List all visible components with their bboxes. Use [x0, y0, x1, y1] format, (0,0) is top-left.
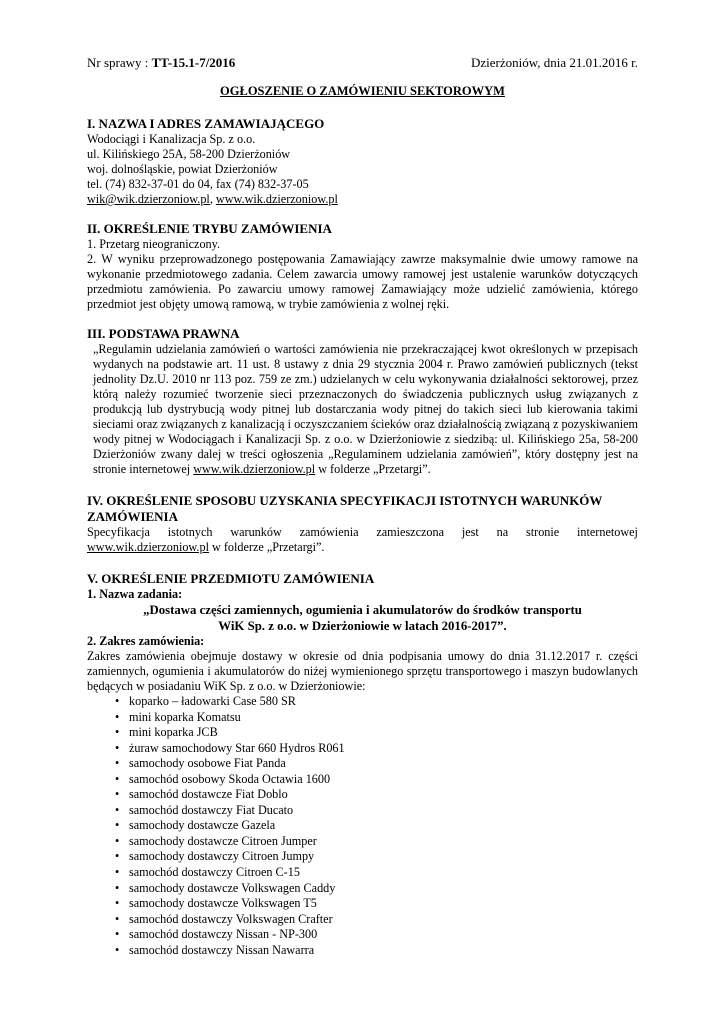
- specification-tail: w folderze „Przetargi”.: [208, 540, 325, 554]
- authority-street: ul. Kilińskiego 25A, 58-200 Dzierżoniów: [87, 147, 291, 161]
- list-item: [115, 818, 638, 834]
- authority-region: woj. dolnośląskie, powiat Dzierżoniów: [87, 162, 278, 176]
- spec-word: zamieszczona: [376, 525, 445, 539]
- case-number-line: [87, 55, 235, 71]
- place-date: Dzierżoniów, dnia 21.01.2016 r.: [470, 55, 638, 70]
- list-item: [115, 849, 638, 865]
- specification-line: [87, 525, 638, 540]
- bullet-icon: •: [115, 694, 120, 708]
- list-item-text: samochody dostawcze Citroen Jumper: [129, 833, 317, 848]
- legal-basis-text: [87, 342, 638, 477]
- bullet-icon: •: [115, 942, 120, 957]
- specification-link-line: [87, 540, 638, 555]
- website-link[interactable]: www.wik.dzierzoniow.pl: [215, 192, 338, 206]
- list-item: [115, 803, 638, 819]
- list-item-text: samochody dostawcze Gazela: [129, 818, 276, 833]
- list-item-text: samochód dostawczy Volkswagen Crafter: [129, 911, 333, 926]
- bullet-icon: •: [115, 865, 120, 880]
- list-item-text: samochód dostawczy Fiat Ducato: [129, 802, 294, 817]
- list-item: [115, 896, 638, 912]
- document-content: [87, 55, 638, 958]
- list-item-text: żuraw samochodowy Star 660 Hydros R061: [129, 740, 345, 755]
- list-item: [115, 787, 638, 803]
- procedure-item-2: 2. W wyniku przeprowadzonego postępowania Zamawiający zawrze maksymalnie dwie umowy ramowe na wykonanie przedmiotowego zadania. Celem zawarcia umowy ramowej jest ustalenie warunków dotyczących przedmiotu zamówienia. Po zawarciu umowy ramowej Zamawiający może udzielić zamówienia, którego przedmiot jest objęty umową ramową, w trybie zamówienia z wolnej ręki.: [87, 252, 638, 311]
- bullet-icon: •: [115, 896, 120, 911]
- list-item-text: samochód dostawcze Fiat Doblo: [129, 787, 288, 802]
- spec-word: internetowej: [577, 525, 638, 539]
- section4-heading-line1: IV. OKREŚLENIE SPOSOBU UZYSKANIA SPECYFIKACJI ISTOTNYCH WARUNKÓW: [87, 493, 603, 508]
- list-item-text: samochód dostawczy Nissan - NP-300: [129, 927, 318, 942]
- legal-basis-tail: w folderze „Przetargi”.: [315, 462, 431, 476]
- list-item: [115, 834, 638, 850]
- list-item-text: samochody dostawcze Volkswagen Caddy: [129, 880, 336, 895]
- list-item: [115, 881, 638, 897]
- section-subject: [87, 571, 638, 958]
- task-title-line2: WiK Sp. z o.o. w Dzierżoniowie w latach 2016-2017”.: [218, 619, 507, 633]
- spec-word: na: [496, 525, 509, 539]
- section-specification: [87, 493, 638, 555]
- spec-word: stronie: [526, 525, 560, 539]
- list-item-text: koparko – ładowarki Case 580 SR: [129, 694, 296, 708]
- section-procedure-mode: [87, 221, 638, 312]
- bullet-icon: •: [115, 725, 120, 740]
- spec-word: jest: [461, 525, 479, 539]
- authority-contacts: [87, 192, 638, 207]
- list-item: [115, 772, 638, 788]
- legal-basis-link[interactable]: www.wik.dzierzoniow.pl: [193, 462, 316, 476]
- list-item: [115, 694, 638, 710]
- task-title-line1: „Dostawa części zamiennych, ogumienia i akumulatorów do środków transportu: [143, 603, 582, 617]
- list-item: [115, 865, 638, 881]
- case-number: TT-15.1-7/2016: [151, 55, 236, 70]
- list-item-text: samochody dostawcze Volkswagen T5: [129, 896, 317, 911]
- list-item-text: samochód dostawczy Citroen C-15: [129, 865, 300, 880]
- bullet-icon: •: [115, 740, 120, 755]
- bullet-icon: •: [115, 849, 120, 864]
- section3-heading: III. PODSTAWA PRAWNA: [87, 326, 240, 341]
- bullet-icon: •: [115, 818, 120, 833]
- section-legal-basis: [87, 326, 638, 477]
- scope-label: 2. Zakres zamówienia:: [87, 634, 205, 648]
- document-header: [87, 55, 638, 71]
- list-item-text: mini koparka Komatsu: [129, 709, 241, 724]
- bullet-icon: •: [115, 709, 120, 724]
- section1-heading: I. NAZWA I ADRES ZAMAWIAJĄCEGO: [87, 116, 325, 131]
- list-item: [115, 756, 638, 772]
- authority-phone: tel. (74) 832-37-01 do 04, fax (74) 832-37-05: [87, 177, 309, 191]
- authority-name: Wodociągi i Kanalizacja Sp. z o.o.: [87, 132, 256, 146]
- section2-heading: II. OKREŚLENIE TRYBU ZAMÓWIENIA: [87, 221, 332, 236]
- section-contracting-authority: [87, 116, 638, 207]
- list-item-text: samochody osobowe Fiat Panda: [129, 756, 286, 771]
- bullet-icon: •: [115, 927, 120, 942]
- equipment-list: [87, 694, 638, 958]
- bullet-icon: •: [115, 911, 120, 926]
- list-item: [115, 741, 638, 757]
- bullet-icon: •: [115, 787, 120, 802]
- list-item-text: samochód dostawczy Nissan Nawarra: [129, 942, 315, 957]
- scope-text: Zakres zamówienia obejmuje dostawy w okresie od dnia podpisania umowy do dnia 31.12.2017 r. części zamiennych, ogumienia i akumulatorów do niżej wymienionego sprzętu transportowego i maszyn budowlanych będących w posiadaniu WiK Sp. z o.o. w Dzierżoniowie:: [87, 649, 638, 693]
- document-title: OGŁOSZENIE O ZAMÓWIENIU SEKTOROWYM: [220, 84, 505, 98]
- list-item-text: mini koparka JCB: [129, 725, 218, 740]
- bullet-icon: •: [115, 771, 120, 786]
- legal-basis-body: „Regulamin udzielania zamówień o wartości zamówienia nie przekraczającej kwot określonych w przepisach wydanych na podstawie art. 11 ust. 8 ustawy z dnia 29 stycznia 2004 r. Prawo zamówień publicznych (tekst jednolity Dz.U. 2010 nr 113 poz. 759 ze zm.) udzielanych w celu wykonywania działalności sektorowej, przez którą należy rozumieć tworzenie sieci przeznaczonych do świadczenia publicznych usług związanych z produkcją lub dystrybucją wody pitnej lub dostarczania wody pitnej do takich sieci lub kierowania takimi sieciami oraz związanych z kanalizacją i oczyszczaniem ścieków oraz działalnością związaną z pozyskiwaniem wody pitnej w Wodociągach i Kanalizacji Sp. z o.o. w Dzierżoniowie z siedzibą: ul. Kilińskiego 25a, 58-200 Dzierżoniów zwany dalej w treści ogłoszenia „Regulaminem udzielania zamówień”, który dostępny jest na stronie internetowej: [93, 342, 638, 476]
- spec-word: istotnych: [167, 525, 213, 539]
- list-item: [115, 943, 638, 959]
- list-item: [115, 725, 638, 741]
- section5-heading: V. OKREŚLENIE PRZEDMIOTU ZAMÓWIENIA: [87, 571, 375, 586]
- email-link[interactable]: wik@wik.dzierzoniow.pl: [87, 192, 210, 206]
- bullet-icon: •: [115, 880, 120, 895]
- section4-heading-line2: ZAMÓWIENIA: [87, 509, 179, 524]
- specification-link[interactable]: www.wik.dzierzoniow.pl: [87, 540, 209, 554]
- case-label: Nr sprawy :: [87, 55, 152, 70]
- bullet-icon: •: [115, 756, 120, 771]
- spec-word: zamówienia: [299, 525, 359, 539]
- task-name-label: 1. Nazwa zadania:: [87, 587, 183, 601]
- list-item: [115, 710, 638, 726]
- contact-separator: ,: [209, 192, 216, 206]
- list-item: [115, 912, 638, 928]
- spec-word: Specyfikacja: [87, 525, 150, 539]
- list-item-text: samochody dostawczy Citroen Jumpy: [129, 849, 315, 864]
- bullet-icon: •: [115, 802, 120, 817]
- bullet-icon: •: [115, 833, 120, 848]
- list-item-text: samochód osobowy Skoda Octawia 1600: [129, 771, 331, 786]
- spec-word: warunków: [230, 525, 282, 539]
- procedure-item-1: 1. Przetarg nieograniczony.: [87, 237, 220, 251]
- list-item: [115, 927, 638, 943]
